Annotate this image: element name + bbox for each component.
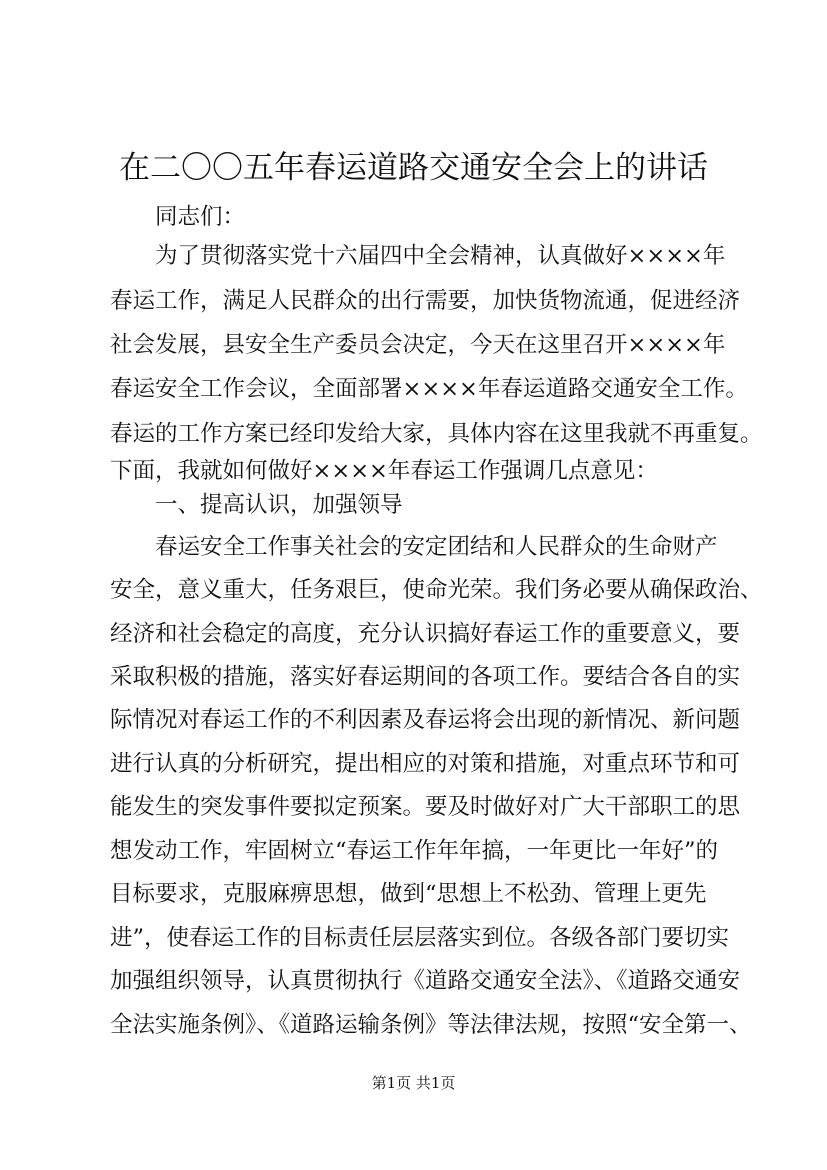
body-line: 进行认真的分析研究，提出相应的对策和措施，对重点环节和可	[110, 751, 741, 777]
body-line: 目标要求，克服麻痹思想，做到“思想上不松劲、管理上更先	[110, 881, 707, 907]
body-line: 经济和社会稳定的高度，充分认识搞好春运工作的重要意义，要	[110, 621, 741, 647]
body-line: 春运工作，满足人民群众的出行需要，加快货物流通，促进经济	[110, 288, 741, 314]
page-footer: 第1页 共1页	[371, 1074, 456, 1092]
body-line: 为了贯彻落实党十六届四中全会精神，认真做好××××年	[155, 243, 726, 269]
body-line: 采取积极的措施，落实好春运期间的各项工作。要结合各自的实	[110, 664, 741, 690]
section-heading: 一、提高认识，加强领导	[155, 492, 403, 518]
body-line: 加强组织领导，认真贯彻执行《道路交通安全法》、《道路交通安	[110, 968, 741, 994]
body-line: 全法实施条例》、《道路运输条例》等法律法规，按照“安全第一、	[110, 1012, 752, 1038]
body-line: 社会发展，县安全生产委员会决定，今天在这里召开××××年	[110, 332, 726, 358]
body-line: 春运安全工作会议，全面部署××××年春运道路交通安全工作。	[110, 376, 748, 402]
body-line: 际情况对春运工作的不利因素及春运将会出现的新情况、新问题	[110, 707, 741, 733]
body-line: 想发动工作，牢固树立“春运工作年年搞，一年更比一年好”的	[110, 838, 719, 864]
body-line: 下面，我就如何做好××××年春运工作强调几点意见：	[110, 458, 658, 484]
body-line: 春运的工作方案已经印发给大家，具体内容在这里我就不再重复。	[110, 421, 763, 447]
body-line: 安全，意义重大，任务艰巨，使命光荣。我们务必要从确保政治、	[110, 577, 763, 603]
body-line: 春运安全工作事关社会的安定团结和人民群众的生命财产	[155, 534, 718, 560]
body-line: 进”，使春运工作的目标责任层层落实到位。各级各部门要切实	[110, 925, 730, 951]
body-line: 能发生的突发事件要拟定预案。要及时做好对广大干部职工的思	[110, 794, 741, 820]
document-title: 在二〇〇五年春运道路交通安全会上的讲话	[119, 150, 708, 186]
salutation-line: 同志们：	[155, 204, 246, 230]
